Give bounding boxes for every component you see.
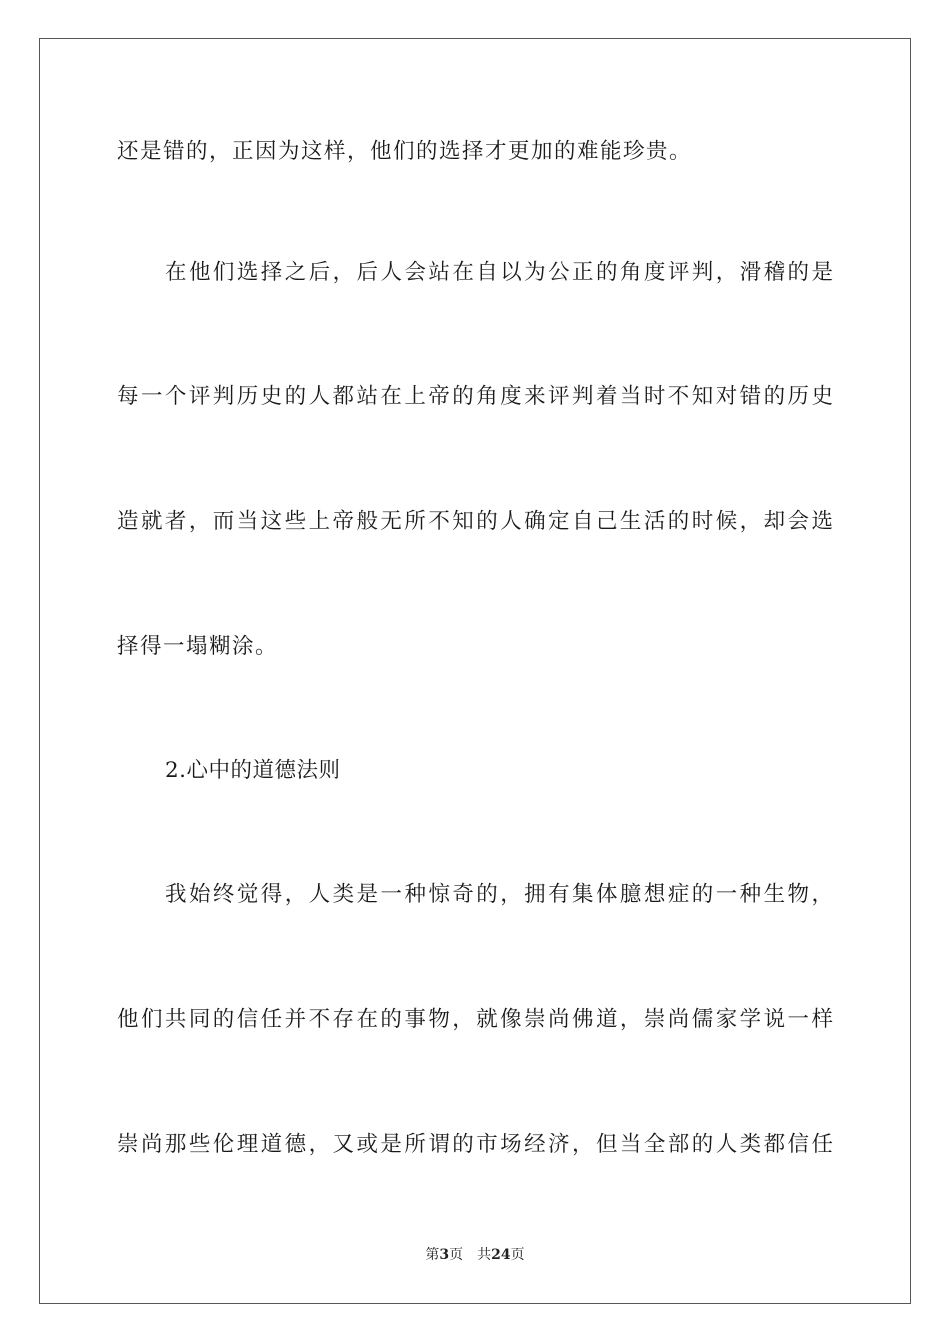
paragraph-line: 在他们选择之后，后人会站在自以为公正的角度评判，滑稽的是 [165,260,833,285]
page-prefix: 第 [425,1247,440,1263]
paragraph-line: 我始终觉得，人类是一种惊奇的，拥有集体臆想症的一种生物， [165,882,833,907]
paragraph-line: 造就者，而当这些上帝般无所不知的人确定自己生活的时候，却会选 [117,509,833,534]
paragraph-line: 崇尚那些伦理道德，又或是所谓的市场经济，但当全部的人类都信任 [117,1132,833,1157]
paragraph-line: 每一个评判历史的人都站在上帝的角度来评判着当时不知对错的历史 [117,384,833,409]
page-number: 3 [439,1247,450,1263]
paragraph-line: 他们共同的信任并不存在的事物，就像崇尚佛道，崇尚儒家学说一样 [117,1007,833,1032]
total-prefix: 共 [477,1247,492,1263]
page-footer [0,1245,950,1265]
page-suffix: 页 [449,1247,464,1263]
section-heading: 2.心中的道德法则 [165,758,341,783]
total-suffix: 页 [510,1247,525,1263]
paragraph-line: 还是错的，正因为这样，他们的选择才更加的难能珍贵。 [117,139,693,164]
total-pages: 24 [491,1247,511,1263]
paragraph-line: 择得一塌糊涂。 [117,634,279,659]
page-border [39,38,911,1304]
